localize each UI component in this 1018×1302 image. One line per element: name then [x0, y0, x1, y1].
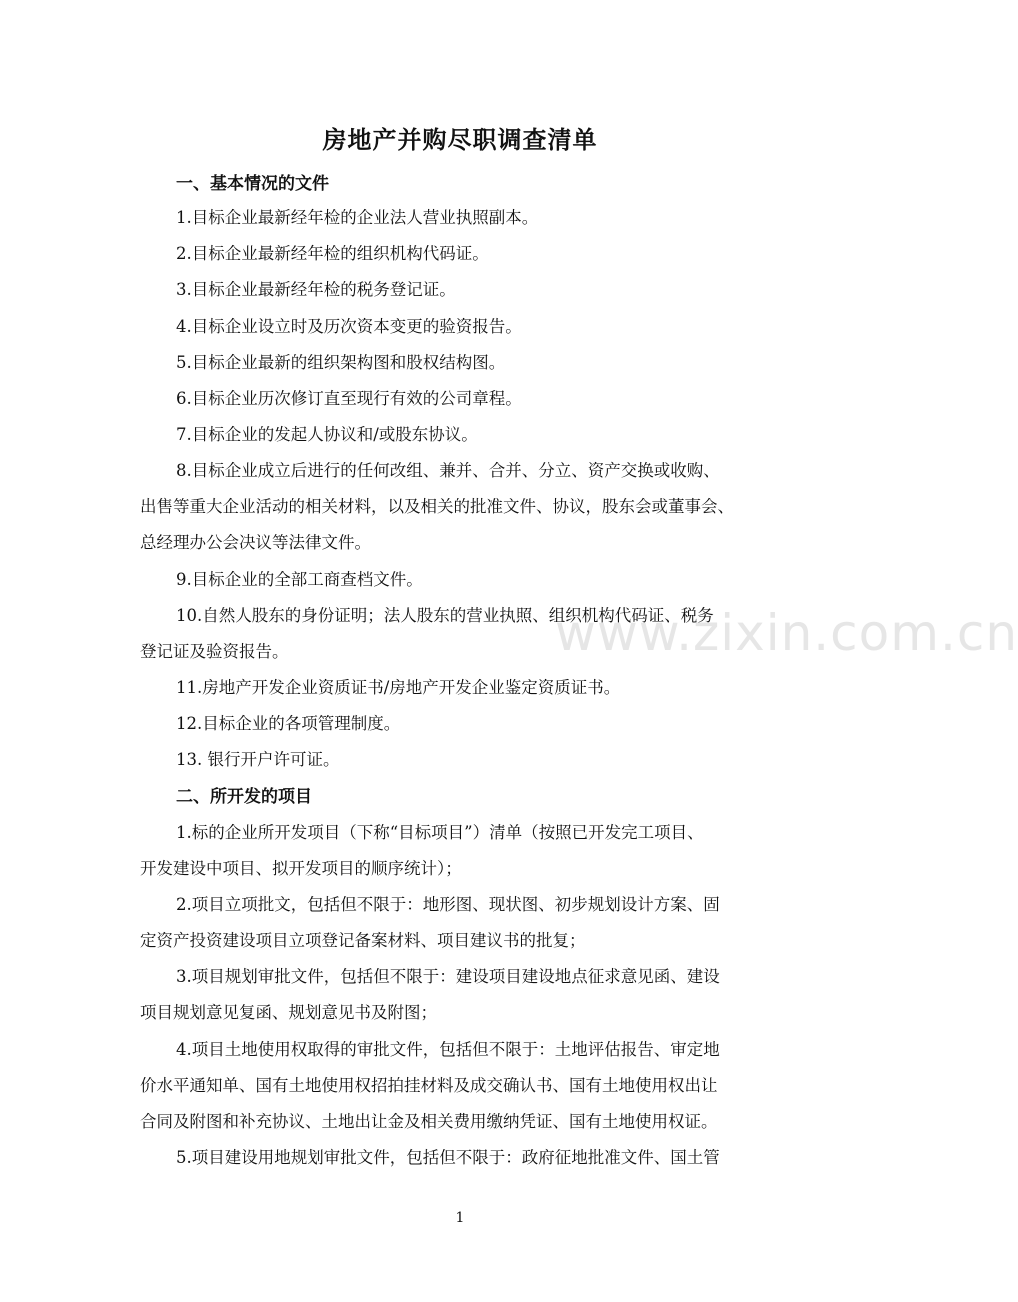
list-item: 5.目标企业最新的组织架构图和股权结构图。: [176, 353, 506, 372]
page-number: 1: [455, 1210, 465, 1226]
list-item: 3.项目规划审批文件，包括但不限于：建设项目建设地点征求意见函、建设: [176, 967, 720, 986]
watermark: www.zixin.com.cn: [555, 604, 1018, 662]
list-item-continuation: 合同及附图和补充协议、土地出让金及相关费用缴纳凭证、国有土地使用权证。: [140, 1112, 718, 1131]
document-title: 房地产并购尽职调查清单: [322, 125, 598, 154]
section-heading-projects: 二、所开发的项目: [176, 787, 312, 807]
list-item: 7.目标企业的发起人协议和/或股东协议。: [176, 425, 478, 444]
list-item: 13. 银行开户许可证。: [176, 750, 340, 769]
list-item: 6.目标企业历次修订直至现行有效的公司章程。: [176, 389, 522, 408]
list-item: 4.项目土地使用权取得的审批文件，包括但不限于：土地评估报告、审定地: [176, 1040, 720, 1059]
list-item-continuation: 出售等重大企业活动的相关材料，以及相关的批准文件、协议，股东会或董事会、: [140, 497, 734, 516]
list-item: 3.目标企业最新经年检的税务登记证。: [176, 280, 456, 299]
list-item: 1.目标企业最新经年检的企业法人营业执照副本。: [176, 208, 539, 227]
section-heading-basic: 一、基本情况的文件: [176, 174, 329, 194]
list-item: 9.目标企业的全部工商查档文件。: [176, 570, 423, 589]
list-item-continuation: 登记证及验资报告。: [140, 642, 289, 661]
list-item-continuation: 开发建设中项目、拟开发项目的顺序统计）；: [140, 859, 462, 878]
list-item-continuation: 项目规划意见复函、规划意见书及附图；: [140, 1003, 437, 1022]
list-item-continuation: 定资产投资建设项目立项登记备案材料、项目建议书的批复；: [140, 931, 586, 950]
list-item: 1.标的企业所开发项目（下称“目标项目”）清单（按照已开发完工项目、: [176, 823, 704, 842]
list-item: 5.项目建设用地规划审批文件，包括但不限于：政府征地批准文件、国土管: [176, 1148, 720, 1167]
list-item: 10.自然人股东的身份证明；法人股东的营业执照、组织机构代码证、税务: [176, 606, 714, 625]
list-item: 2.项目立项批文，包括但不限于：地形图、现状图、初步规划设计方案、固: [176, 895, 720, 914]
list-item-continuation: 总经理办公会决议等法律文件。: [140, 533, 371, 552]
list-item: 12.目标企业的各项管理制度。: [176, 714, 401, 733]
list-item: 2.目标企业最新经年检的组织机构代码证。: [176, 244, 489, 263]
list-item: 11.房地产开发企业资质证书/房地产开发企业鉴定资质证书。: [176, 678, 621, 697]
list-item: 8.目标企业成立后进行的任何改组、兼并、合并、分立、资产交换或收购、: [176, 461, 720, 480]
list-item: 4.目标企业设立时及历次资本变更的验资报告。: [176, 317, 522, 336]
list-item-continuation: 价水平通知单、国有土地使用权招拍挂材料及成交确认书、国有土地使用权出让: [140, 1076, 718, 1095]
